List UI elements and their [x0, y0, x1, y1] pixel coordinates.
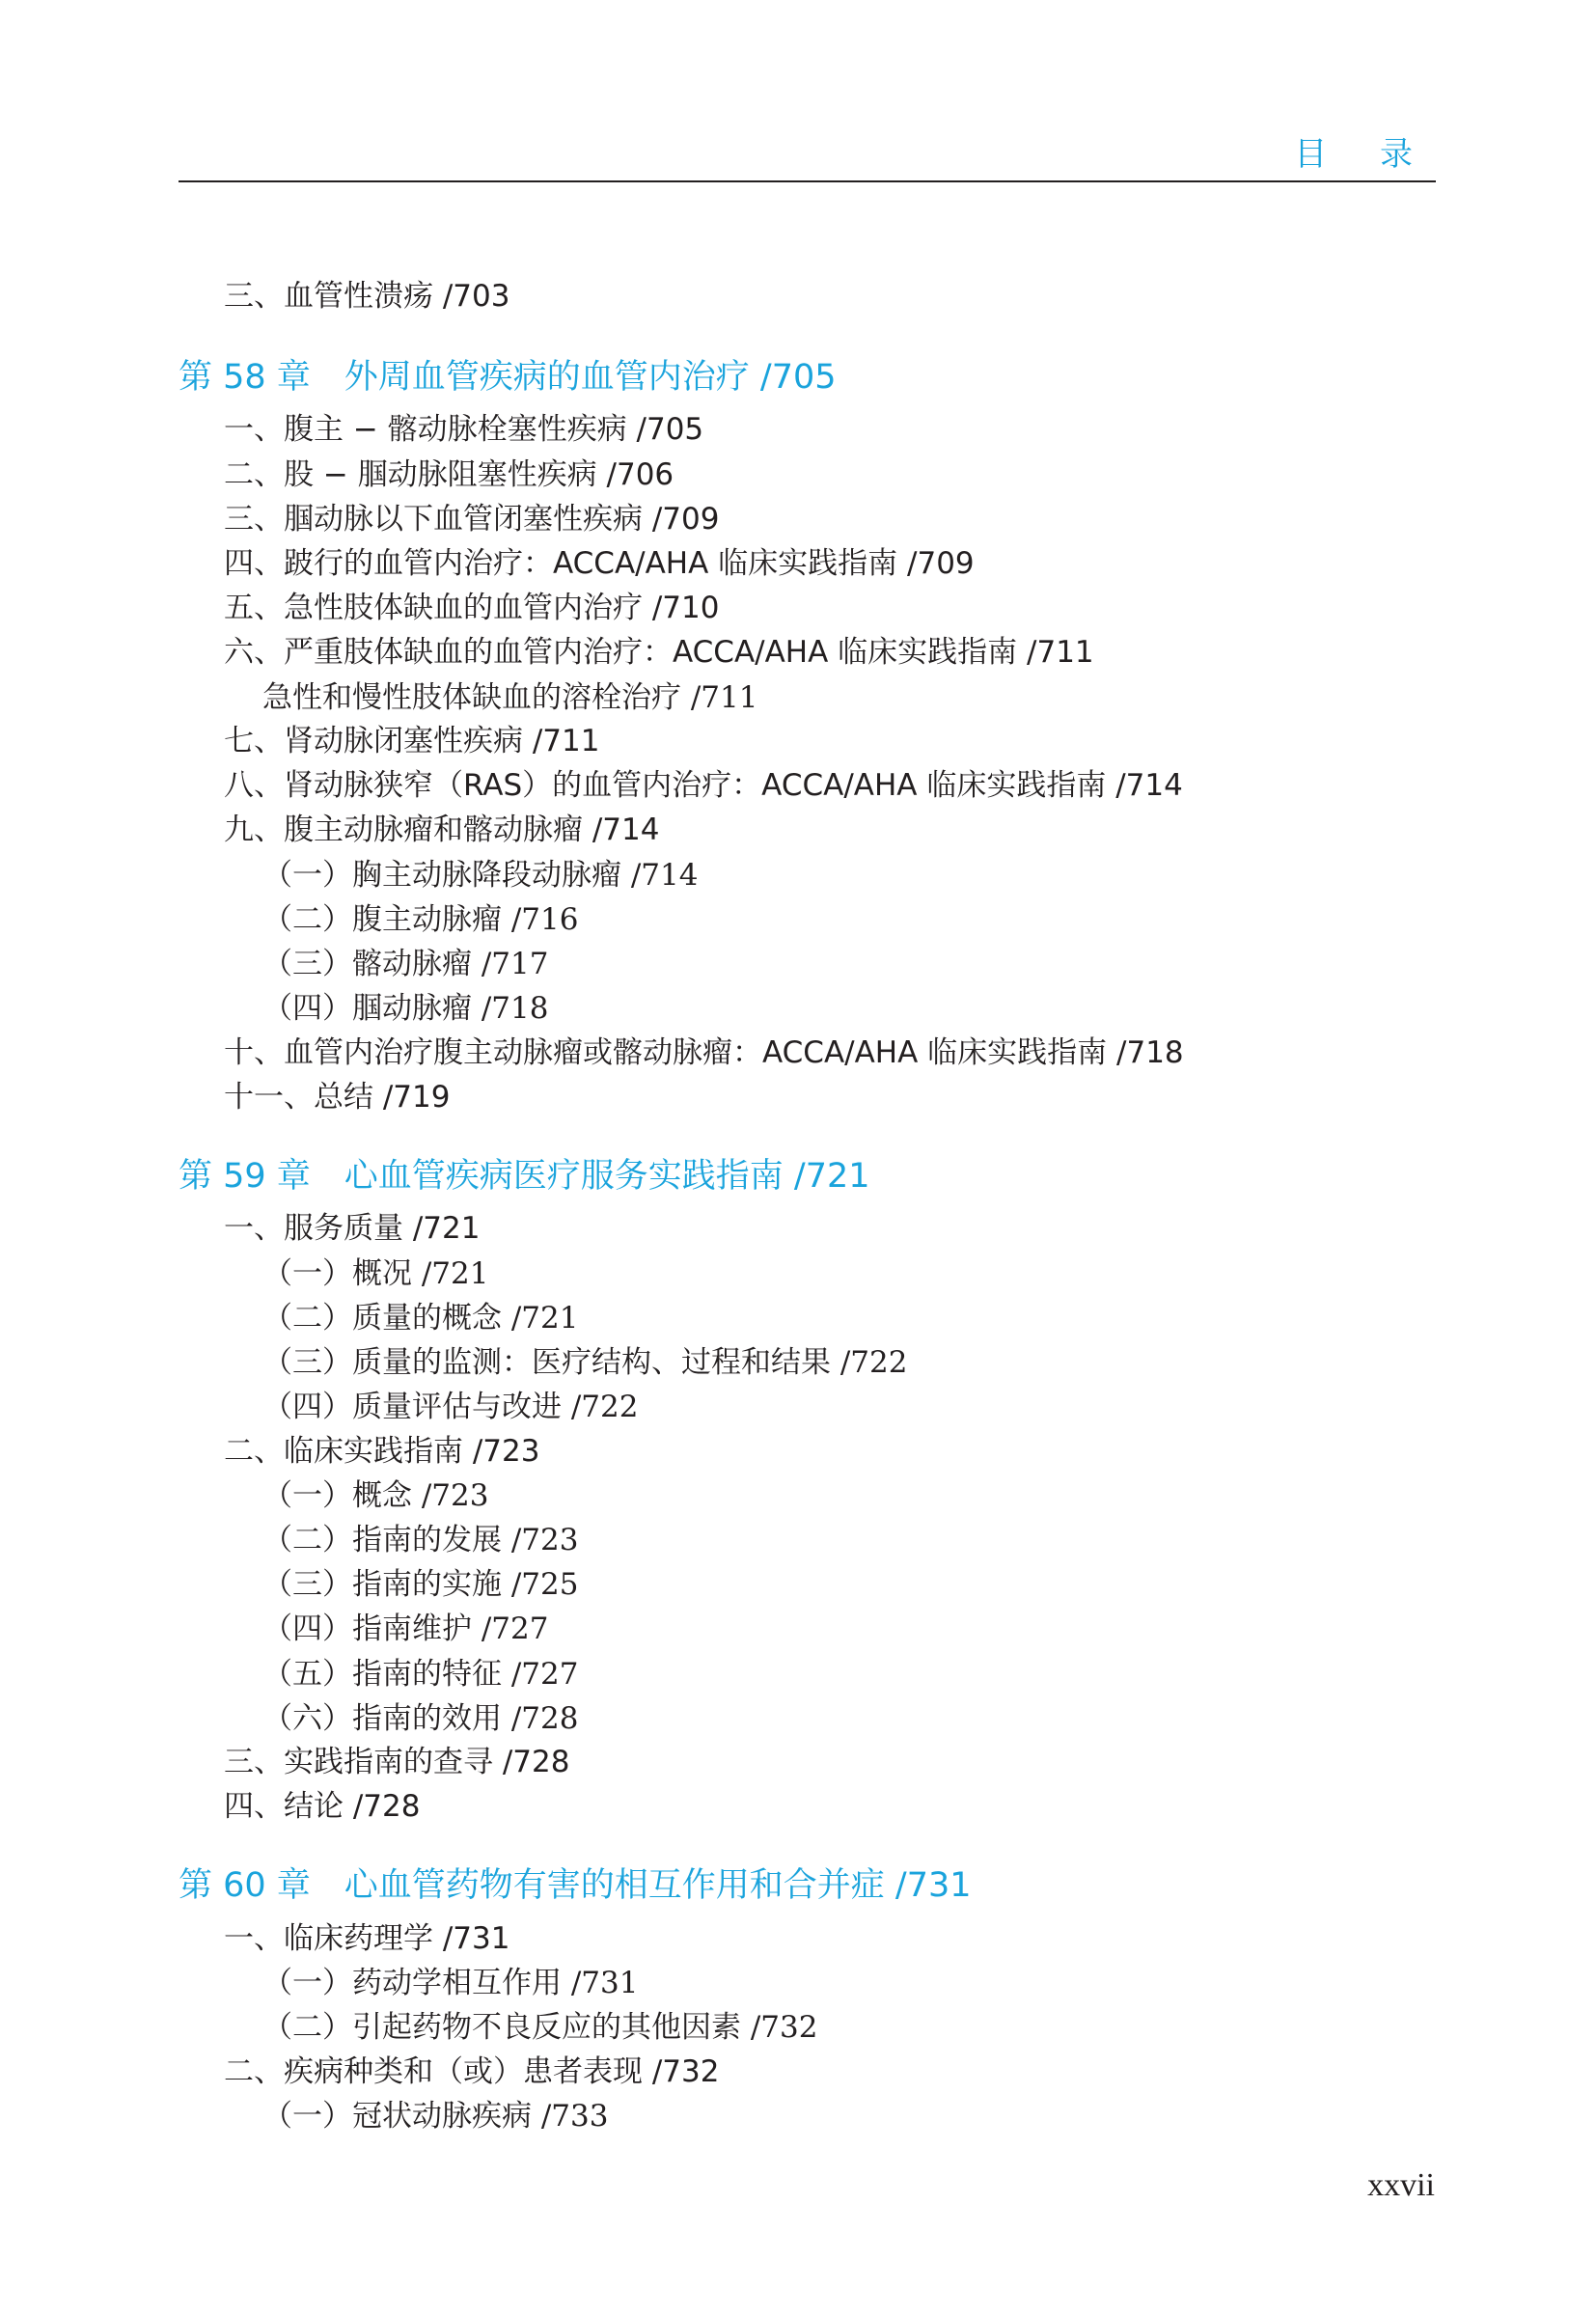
toc-section-entry: 五、急性肢体缺血的血管内治疗 /710: [224, 591, 720, 625]
toc-section-entry: 四、结论 /728: [224, 1789, 421, 1824]
toc-subsection-entry: （一）概况 /721: [262, 1256, 489, 1291]
toc-chapter-heading: 第 60 章 心血管药物有害的相互作用和合并症 /731: [179, 1866, 972, 1905]
toc-subsection-entry: （六）指南的效用 /728: [262, 1701, 579, 1736]
toc-section-entry: 九、腹主动脉瘤和髂动脉瘤 /714: [224, 813, 660, 847]
toc-section-entry: 二、疾病种类和（或）患者表现 /732: [224, 2054, 720, 2089]
toc-section-entry: 十一、总结 /719: [224, 1080, 451, 1115]
toc-subsection-entry: （二）指南的发展 /723: [262, 1523, 579, 1557]
toc-chapter-heading: 第 58 章 外周血管疾病的血管内治疗 /705: [179, 358, 837, 397]
toc-section-entry: 一、临床药理学 /731: [224, 1921, 510, 1956]
toc-section-entry: 八、肾动脉狭窄（RAS）的血管内治疗：ACCA/AHA 临床实践指南 /714: [224, 768, 1183, 803]
toc-subsection-entry: （二）引起药物不良反应的其他因素 /732: [262, 2010, 818, 2045]
toc-subsection-entry: （一）药动学相互作用 /731: [262, 1966, 639, 2000]
toc-subsection-entry: （四）腘动脉瘤 /718: [262, 991, 549, 1026]
toc-section-entry: 三、实践指南的查寻 /728: [224, 1745, 570, 1779]
toc-chapter-heading: 第 59 章 心血管疾病医疗服务实践指南 /721: [179, 1157, 870, 1196]
toc-subsection-entry: （二）腹主动脉瘤 /716: [262, 902, 579, 937]
toc-section-entry: 二、股 − 腘动脉阻塞性疾病 /706: [224, 457, 674, 492]
toc-subsection-entry: （三）质量的监测：医疗结构、过程和结果 /722: [262, 1345, 908, 1380]
toc-section-entry: 三、腘动脉以下血管闭塞性疾病 /709: [224, 502, 720, 537]
toc-section-entry: 六、严重肢体缺血的血管内治疗：ACCA/AHA 临床实践指南 /711: [224, 635, 1094, 670]
toc-section-entry: 七、肾动脉闭塞性疾病 /711: [224, 724, 600, 758]
toc-subsection-entry: （一）冠状动脉疾病 /733: [262, 2099, 609, 2134]
toc-section-entry: 一、腹主 − 髂动脉栓塞性疾病 /705: [224, 412, 704, 447]
toc-section-entry: 十、血管内治疗腹主动脉瘤或髂动脉瘤：ACCA/AHA 临床实践指南 /718: [224, 1035, 1184, 1070]
toc-section-entry: 二、临床实践指南 /723: [224, 1434, 540, 1469]
running-header-title: 目 录: [1294, 135, 1434, 174]
toc-subsection-entry: （三）髂动脉瘤 /717: [262, 947, 549, 981]
page-number: xxvii: [1367, 2167, 1435, 2203]
toc-subsection-entry: （四）质量评估与改进 /722: [262, 1390, 639, 1424]
toc-subsection-entry: （一）概念 /723: [262, 1478, 489, 1513]
header-rule: [179, 180, 1436, 182]
toc-subsection-entry: （五）指南的特征 /727: [262, 1657, 579, 1692]
toc-section-entry: 一、服务质量 /721: [224, 1211, 481, 1246]
toc-subsection-entry: 急性和慢性肢体缺血的溶栓治疗 /711: [262, 680, 758, 715]
toc-section-entry: 四、跛行的血管内治疗：ACCA/AHA 临床实践指南 /709: [224, 546, 975, 581]
toc-subsection-entry: （一）胸主动脉降段动脉瘤 /714: [262, 858, 699, 893]
toc-subsection-entry: （二）质量的概念 /721: [262, 1301, 579, 1336]
toc-subsection-entry: （三）指南的实施 /725: [262, 1567, 579, 1602]
toc-subsection-entry: （四）指南维护 /727: [262, 1612, 549, 1646]
toc-section-entry: 三、血管性溃疡 /703: [224, 279, 510, 314]
